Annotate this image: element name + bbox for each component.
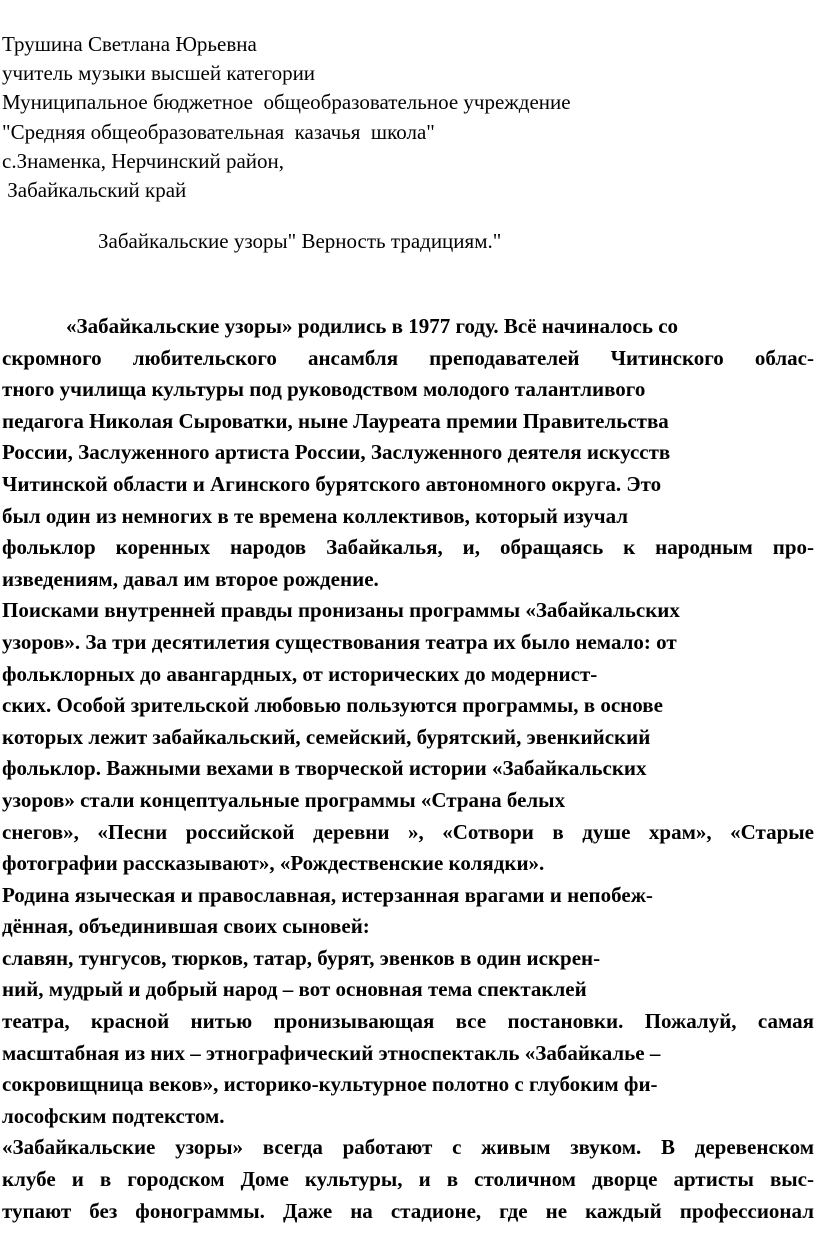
body-line: скромного любительского ансамбля преподавателей Читинского облас- xyxy=(2,345,814,370)
body-line: Родина языческая и православная, истерзанная врагами и непобеж- xyxy=(2,882,653,907)
body-line: тного училища культуры под руководством молодого талантливого xyxy=(2,377,646,402)
location-region: Забайкальский край xyxy=(2,178,187,203)
body-line: снегов», «Песни российской деревни », «Сотвори в душе храм», «Старые xyxy=(2,819,814,844)
body-line: «Забайкальские узоры» родились в 1977 году. Всё начиналось со xyxy=(66,314,679,338)
body-line: педагога Николая Сыроватки, ныне Лауреата премии Правительства xyxy=(2,408,669,433)
body-line: фольклорных до авангардных, от исторических до модернист- xyxy=(2,661,598,686)
body-line: клубе и в городском Доме культуры, и в столичном дворце артисты выс- xyxy=(2,1167,814,1192)
author-name: Трушина Светлана Юрьевна xyxy=(2,32,257,56)
body-line: Поисками внутренней правды пронизаны программы «Забайкальских xyxy=(2,598,680,623)
body-line: узоров» стали концептуальные программы «Страна белых xyxy=(2,787,566,812)
body-line: масштабная из них – этнографический этноспектакль «Забайкалье – xyxy=(2,1040,661,1065)
body-line: России, Заслуженного артиста России, Заслуженного деятеля искусств xyxy=(2,440,671,465)
location-village: с.Знаменка, Нерчинский район, xyxy=(2,148,285,173)
author-position: учитель музыки высшей категории xyxy=(2,61,316,86)
institution-name: "Средняя общеобразовательная казачья школа" xyxy=(2,119,435,144)
institution-type: Муниципальное бюджетное общеобразовательное учреждение xyxy=(2,90,571,115)
body-line: изведениям, давал им второе рождение. xyxy=(2,566,379,591)
body-line: ний, мудрый и добрый народ – вот основная тема спектаклей xyxy=(2,977,587,1002)
body-line: был один из немногих в те времена коллективов, который изучал xyxy=(2,503,629,528)
body-line: фотографии рассказывают», «Рождественские колядки». xyxy=(2,851,545,876)
body-line: сокровищница веков», историко-культурное полотно с глубоким фи- xyxy=(2,1072,658,1097)
body-line: славян, тунгусов, тюрков, татар, бурят, эвенков в один искрен- xyxy=(2,945,601,970)
body-line: которых лежит забайкальский, семейский, бурятский, эвенкийский xyxy=(2,724,651,749)
body-line: ских. Особой зрительской любовью пользуются программы, в основе xyxy=(2,693,663,718)
body-line: фольклор коренных народов Забайкалья, и, обращаясь к народным про- xyxy=(2,535,814,560)
body-line: Читинской области и Агинского бурятского автономного округа. Это xyxy=(2,471,662,496)
body-line: фольклор. Важными вехами в творческой истории «Забайкальских xyxy=(2,756,647,781)
author-block xyxy=(2,30,571,205)
body-line: дённая, объединившая своих сыновей: xyxy=(2,914,370,939)
body-line: лософским подтекстом. xyxy=(2,1103,225,1128)
article-body xyxy=(2,311,814,1227)
body-line: театра, красной нитью пронизывающая все постановки. Пожалуй, самая xyxy=(2,1009,814,1034)
body-line: «Забайкальские узоры» всегда работают с живым звуком. В деревенском xyxy=(2,1135,814,1160)
body-line: узоров». За три десятилетия существования театра их было немало: от xyxy=(2,629,677,654)
document-title: Забайкальские узоры" Верность традициям." xyxy=(98,229,502,253)
body-line: тупают без фонограммы. Даже на стадионе, где не каждый профессионал xyxy=(2,1198,814,1223)
